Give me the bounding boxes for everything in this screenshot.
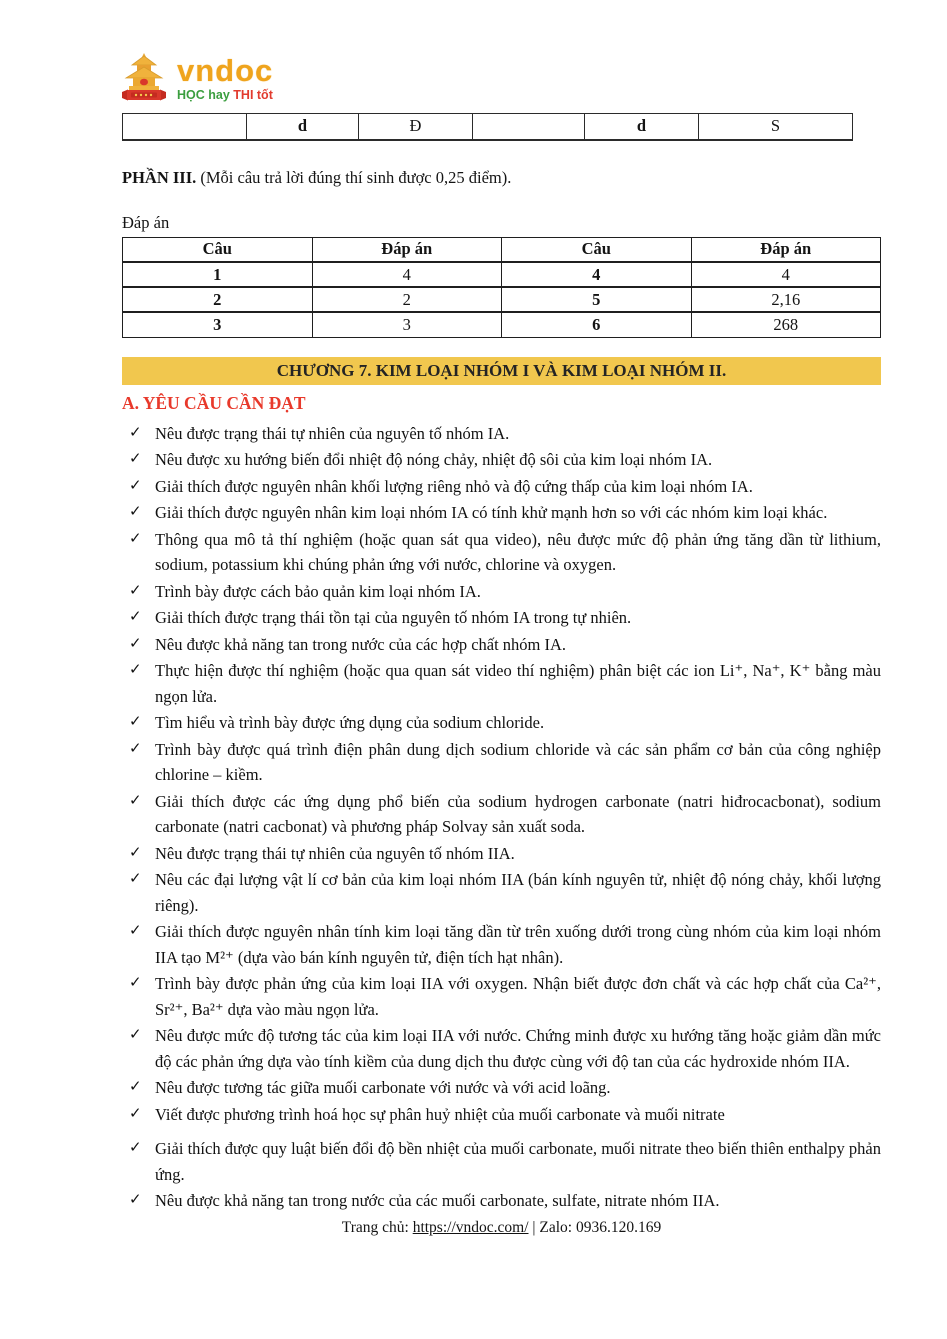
vndoc-logo [120, 50, 881, 106]
objective-text: Giải thích được nguyên nhân kim loại nhóm IA có tính khử mạnh hơn so với các nhóm kim loại khác. [155, 503, 828, 522]
objective-text: Trình bày được quá trình điện phân dung dịch sodium chloride và các sản phẩm cơ bản của công nghiệp chlorine – kiềm. [155, 739, 881, 784]
brand-tagline [177, 89, 273, 102]
footer-zalo: Zalo: 0936.120.169 [539, 1218, 662, 1236]
objective-item [122, 971, 881, 1022]
table-row [123, 312, 881, 337]
objective-text: Tìm hiểu và trình bày được ứng dụng của sodium chloride. [155, 713, 545, 732]
checkmark-icon: ✓ [129, 635, 142, 652]
chapter-heading: CHƯƠNG 7. KIM LOẠI NHÓM I VÀ KIM LOẠI NHÓM II. [122, 357, 881, 385]
checkmark-icon: ✓ [129, 504, 142, 520]
objective-item [122, 919, 881, 970]
objective-text: Nêu được tương tác giữa muối carbonate với nước và với acid loãng. [155, 1078, 611, 1097]
header-cau-1: Câu [123, 237, 313, 262]
objective-text: Giải thích được nguyên nhân tính kim loại tăng dần từ trên xuống dưới trong cùng nhóm của kim loại nhóm IIA tạo M²⁺ (dựa vào bán kính nguyên tử, điện tích hạt nhân). [155, 922, 881, 967]
checkmark-icon: ✓ [129, 530, 142, 547]
header-cau-2: Câu [502, 237, 692, 262]
objective-text: Nêu các đại lượng vật lí cơ bản của kim loại nhóm IIA (bán kính nguyên tử, nhiệt độ nóng chảy, khối lượng riêng). [155, 870, 881, 915]
table-row [123, 114, 853, 140]
objective-item [122, 500, 881, 526]
table-row [123, 287, 881, 312]
table-cell-empty [123, 114, 247, 140]
page-footer [122, 1219, 881, 1237]
objective-item [122, 605, 881, 631]
cell-dapan: 2,16 [691, 287, 881, 312]
checkmark-icon: ✓ [129, 1140, 142, 1156]
objective-item [122, 447, 881, 473]
table-row [123, 262, 881, 287]
cell-cau: 5 [502, 287, 692, 312]
objective-text: Giải thích được các ứng dụng phổ biến của sodium hydrogen carbonate (natri hiđrocacbonat), sodium carbonate (natri cacbonat) và phương pháp Solvay sản xuất soda. [155, 791, 881, 836]
objective-item [122, 867, 881, 918]
objectives-list [122, 421, 881, 1214]
checkmark-icon: ✓ [129, 1027, 142, 1043]
objective-item [122, 737, 881, 788]
checkmark-icon: ✓ [129, 451, 142, 467]
objective-text: Nêu được khả năng tan trong nước của các muối carbonate, sulfate, nitrate nhóm IIA. [155, 1191, 720, 1210]
tagline-green: HỌC hay [177, 87, 230, 102]
objective-item [122, 579, 881, 605]
objective-text: Thực hiện được thí nghiệm (hoặc qua quan sát video thí nghiệm) phân biệt các ion Li⁺, Na⁺, K⁺ bằng màu ngọn lửa. [155, 661, 881, 706]
objective-item [122, 474, 881, 500]
table-cell-D: Đ [359, 114, 473, 140]
objective-text: Viết được phương trình hoá học sự phân huỷ nhiệt của muối carbonate và muối nitrate [155, 1104, 725, 1124]
logo-text [177, 52, 274, 102]
checkmark-icon: ✓ [129, 923, 142, 939]
objective-text: Giải thích được trạng thái tồn tại của nguyên tố nhóm IA trong tự nhiên. [155, 608, 632, 627]
objective-item [122, 841, 881, 867]
checkmark-icon: ✓ [129, 740, 142, 757]
objective-item [122, 789, 881, 840]
checkmark-icon: ✓ [129, 792, 142, 809]
checkmark-icon: ✓ [129, 714, 142, 730]
objective-item [122, 658, 881, 709]
objective-text: Thông qua mô tả thí nghiệm (hoặc quan sát qua video), nêu được mức độ phản ứng tăng dần từ lithium, sodium, potassium khi chúng phản ứng với nước, chlorine và oxygen. [155, 529, 881, 574]
cell-cau: 4 [502, 262, 692, 287]
checkmark-icon: ✓ [129, 844, 142, 861]
tagline-red: THI tốt [233, 87, 273, 102]
table-cell-d2: d [585, 114, 699, 140]
true-false-answer-row-table [122, 113, 853, 141]
checkmark-icon: ✓ [129, 1105, 142, 1122]
objective-item [122, 527, 881, 578]
objective-text: Giải thích được quy luật biến đổi độ bền nhiệt của muối carbonate, muối nitrate theo biến thiên enthalpy phản ứng. [155, 1139, 881, 1184]
footer-prefix: Trang chủ: [341, 1218, 409, 1236]
cell-dapan: 4 [691, 262, 881, 287]
checkmark-icon: ✓ [129, 662, 142, 678]
checkmark-icon: ✓ [129, 871, 142, 887]
checkmark-icon: ✓ [129, 1079, 142, 1095]
checkmark-icon: ✓ [129, 477, 142, 494]
objective-text: Nêu được trạng thái tự nhiên của nguyên tố nhóm IIA. [155, 843, 515, 863]
part3-label: PHẦN III. [122, 167, 197, 187]
cell-cau: 3 [123, 312, 313, 337]
brand-name: vndoc [177, 52, 274, 88]
cell-dapan: 4 [312, 262, 502, 287]
checkmark-icon: ✓ [129, 975, 142, 991]
objective-text: Nêu được xu hướng biến đổi nhiệt độ nóng chảy, nhiệt độ sôi của kim loại nhóm IA. [155, 450, 713, 469]
objective-item [122, 1102, 881, 1128]
cell-cau: 6 [502, 312, 692, 337]
checkmark-icon: ✓ [129, 1192, 142, 1208]
objective-text: Nêu được khả năng tan trong nước của các hợp chất nhóm IA. [155, 634, 567, 654]
table-cell-S: S [699, 114, 853, 140]
objective-text: Nêu được trạng thái tự nhiên của nguyên tố nhóm IA. [155, 423, 510, 443]
section-a-heading: A. YÊU CẦU CẦN ĐẠT [122, 392, 306, 413]
header-dapan-1: Đáp án [312, 237, 502, 262]
footer-separator: | [532, 1218, 536, 1236]
answers-label: Đáp án [122, 212, 170, 232]
objective-item [122, 1188, 881, 1214]
cell-dapan: 268 [691, 312, 881, 337]
cell-dapan: 2 [312, 287, 502, 312]
objective-text: Trình bày được cách bảo quản kim loại nhóm IA. [155, 581, 481, 601]
part3-line [122, 168, 881, 188]
objective-item [122, 1023, 881, 1074]
vndoc-pagoda-icon [120, 52, 168, 104]
answers-table [122, 237, 881, 338]
objective-text: Giải thích được nguyên nhân khối lượng riêng nhỏ và độ cứng thấp của kim loại nhóm IA. [155, 476, 753, 496]
objective-item [122, 632, 881, 658]
checkmark-icon: ✓ [129, 609, 142, 625]
checkmark-icon: ✓ [129, 424, 142, 441]
table-cell-empty2 [473, 114, 585, 140]
homepage-link[interactable]: https://vndoc.com/ [412, 1218, 529, 1236]
objective-item [122, 1136, 881, 1187]
objective-item [122, 1075, 881, 1101]
part3-note: (Mỗi câu trả lời đúng thí sinh được 0,25 điểm). [200, 167, 512, 187]
cell-dapan: 3 [312, 312, 502, 337]
header-dapan-2: Đáp án [691, 237, 881, 262]
cell-cau: 2 [123, 287, 313, 312]
table-header-row [123, 237, 881, 262]
checkmark-icon: ✓ [129, 582, 142, 599]
table-cell-d1: d [247, 114, 359, 140]
cell-cau: 1 [123, 262, 313, 287]
objective-text: Trình bày được phản ứng của kim loại IIA với oxygen. Nhận biết được đơn chất và các hợp chất của Ca²⁺, Sr²⁺, Ba²⁺ dựa vào màu ngọn lửa. [155, 974, 881, 1019]
objective-item [122, 421, 881, 447]
objective-item [122, 710, 881, 736]
objective-text: Nêu được mức độ tương tác của kim loại IIA với nước. Chứng minh được xu hướng tăng hoặc giảm dần mức độ các phản ứng dựa vào tính kiềm của dung dịch thu được cùng với độ tan của các hydroxide nhóm IIA. [155, 1026, 881, 1071]
